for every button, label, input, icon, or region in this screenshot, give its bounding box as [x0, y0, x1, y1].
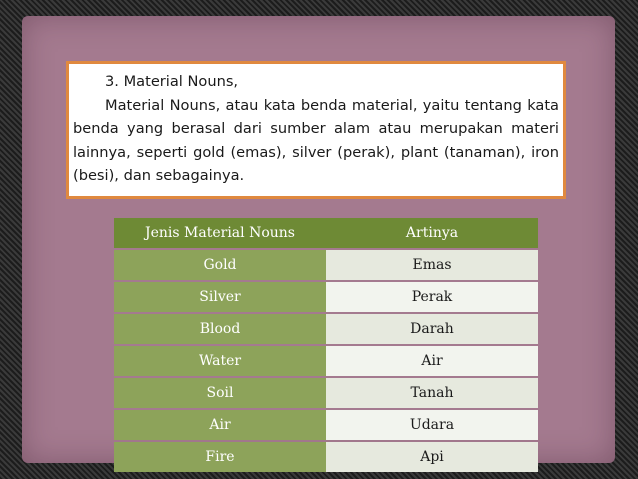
table-row	[114, 282, 538, 312]
table-row	[114, 314, 538, 344]
table-cell-meaning: Udara	[326, 410, 538, 440]
table-header-row	[114, 218, 538, 248]
table-cell-noun: Water	[114, 346, 326, 376]
table-cell-meaning: Perak	[326, 282, 538, 312]
section-body: Material Nouns, atau kata benda material, yaitu tentang kata benda yang berasal dari sumber alam atau merupakan materi lainnya, seperti gold (emas), silver (perak), plant (tanaman), iron (besi), dan sebagainya.	[73, 96, 559, 184]
section-heading: 3. Material Nouns,	[105, 73, 239, 90]
table-row	[114, 442, 538, 472]
table-cell-meaning: Tanah	[326, 378, 538, 408]
table-row	[114, 410, 538, 440]
table-header-artinya: Artinya	[326, 218, 538, 248]
table-cell-meaning: Api	[326, 442, 538, 472]
table-cell-noun: Fire	[114, 442, 326, 472]
table-row	[114, 346, 538, 376]
table-cell-noun: Blood	[114, 314, 326, 344]
material-nouns-table	[114, 216, 538, 474]
table-cell-meaning: Air	[326, 346, 538, 376]
material-nouns-textbox	[66, 61, 566, 199]
table-row	[114, 250, 538, 280]
table-header-jenis: Jenis Material Nouns	[114, 218, 326, 248]
table-cell-noun: Soil	[114, 378, 326, 408]
table-cell-noun: Silver	[114, 282, 326, 312]
table-cell-noun: Air	[114, 410, 326, 440]
table-cell-meaning: Darah	[326, 314, 538, 344]
table-row	[114, 378, 538, 408]
table-cell-noun: Gold	[114, 250, 326, 280]
table-cell-meaning: Emas	[326, 250, 538, 280]
